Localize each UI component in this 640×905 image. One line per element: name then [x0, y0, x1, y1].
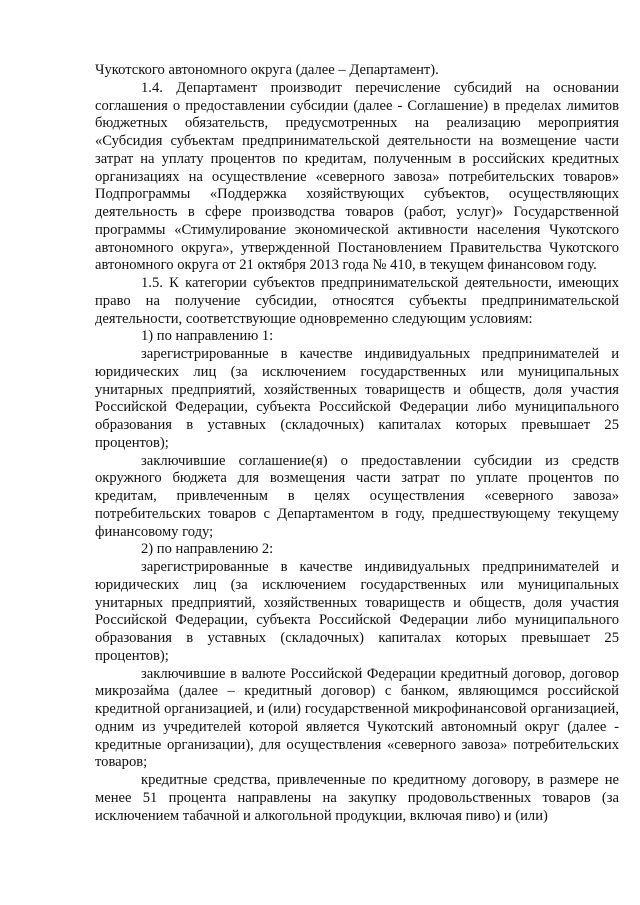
- direction-2-condition-credit-agreement: заключившие в валюте Российской Федерации кредитный договор, договор микрозайма (далее – кредитный договор) с банком, являющимся российской кредитной организацией, и (или) государственной микрофинансовой организацией, одним из учредителей которой является Чукотский автономный округ (далее - кредитные организации), для осуществления «северного завоза» потребительских товаров;: [95, 665, 619, 771]
- direction-2-heading: 2) по направлению 2:: [141, 541, 274, 558]
- direction-1-condition-agreement: заключившие соглашение(я) о предоставлении субсидии из средств окружного бюджета для возмещения части затрат по уплате процентов по кредитам, привлеченным в целях осуществления «северного завоза» потребительских товаров с Департаментом в году, предшествующему текущему финансовому году;: [95, 452, 619, 540]
- direction-2-condition-registered: зарегистрированные в качестве индивидуальных предпринимателей и юридических лиц (за исключением государственных или муниципальных унитарных предприятий, хозяйственных товариществ и обществ, доля участия Российской Федерации, субъекта Российской Федерации либо муниципального образования в уставных (складочных) капиталах которых превышает 25 процентов);: [95, 559, 619, 664]
- paragraph-1-4: 1.4. Департамент производит перечисление субсидий на основании соглашения о предоставлении субсидии (далее - Соглашение) в пределах лимитов бюджетных обязательств, предусмотренных на реализацию мероприятия «Субсидия субъектам предпринимательской деятельности на возмещение части затрат на уплату процентов по кредитам, полученным в российских кредитных организациях на осуществление «северного завоза» потребительских товаров» Подпрограммы «Поддержка хозяйствующих субъектов, осуществляющих деятельность в сфере производства товаров (работ, услуг)» Государственной программы «Стимулирование экономической активности населения Чукотского автономного округа», утвержденной Постановлением Правительства Чукотского автономного округа от 21 октября 2013 года № 410, в текущем финансовом году.: [95, 79, 619, 274]
- document-page: [95, 62, 619, 825]
- direction-1-heading: 1) по направлению 1:: [141, 328, 274, 345]
- paragraph-continuation: Чукотского автономного округа (далее – Департамент).: [95, 62, 439, 78]
- paragraph-1-5: 1.5. К категории субъектов предпринимательской деятельности, имеющих право на получение субсидии, относятся субъекты предпринимательской деятельности, соответствующие одновременно следующим условиям:: [95, 275, 619, 327]
- direction-2-condition-credit-funds: кредитные средства, привлеченные по кредитному договору, в размере не менее 51 процента направлены на закупку продовольственных товаров (за исключением табачной и алкогольной продукции, включая пиво) и (или): [95, 772, 619, 824]
- direction-1-condition-registered: зарегистрированные в качестве индивидуальных предпринимателей и юридических лиц (за исключением государственных или муниципальных унитарных предприятий, хозяйственных товариществ и обществ, доля участия Российской Федерации, субъекта Российской Федерации либо муниципального образования в уставных (складочных) капиталах которых превышает 25 процентов);: [95, 346, 619, 451]
